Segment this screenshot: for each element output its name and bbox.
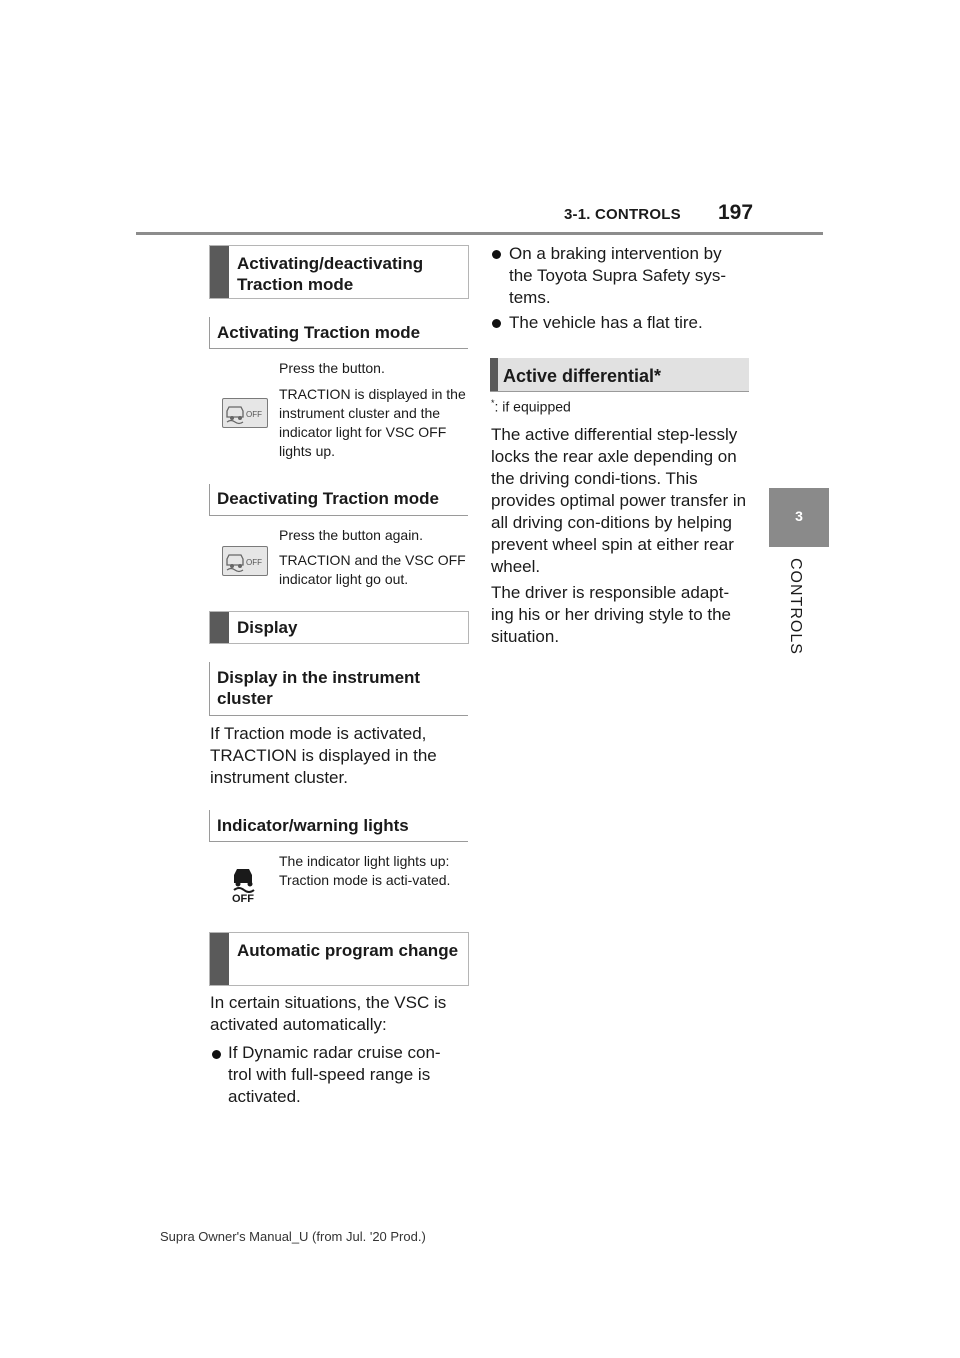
activating-step2: TRACTION is displayed in the instrument cluster and the indicator light for VSC OFF lights up. — [279, 386, 466, 459]
vsc-off-indicator-icon — [231, 866, 257, 904]
bullet-dot — [492, 250, 501, 259]
deactivating-step1: Press the button again. — [279, 527, 423, 543]
chapter-tab — [769, 488, 829, 547]
svg-text:OFF: OFF — [246, 410, 262, 419]
section-title: 3-1. CONTROLS — [564, 206, 681, 223]
display-cluster-text: If Traction mode is activated, TRACTION is displayed in the instrument cluster. — [210, 724, 437, 787]
header-rule — [136, 232, 823, 235]
svg-text:OFF: OFF — [246, 558, 262, 567]
right-bullet-braking: On a braking intervention by the Toyota Supra Safety sys-tems. — [509, 244, 727, 307]
svg-text:OFF: OFF — [232, 893, 254, 904]
activating-step1: Press the button. — [279, 360, 385, 376]
bullet-dot — [492, 319, 501, 328]
title-box-display — [209, 611, 469, 644]
heading-display-cluster: Display in the instrument cluster — [217, 668, 421, 708]
heading-indicator: Indicator/warning lights — [217, 816, 409, 835]
title-box-active-differential — [490, 358, 749, 392]
vsc-off-button-icon — [222, 398, 268, 428]
vsc-off-button-icon-2 — [222, 546, 268, 576]
title-auto-program: Automatic program change — [237, 941, 459, 960]
title-traction-mode: Activating/deactivating Traction mode — [237, 254, 424, 294]
auto-program-bullet: If Dynamic radar cruise con-trol with full-speed range is activated. — [228, 1043, 441, 1106]
page-number: 197 — [718, 201, 754, 224]
active-diff-para1: The active differential step-lessly locks the rear axle depending on the driving condi-tions. This provides optimal power transfer in all driving con-ditions by helping prevent wheel spin at either rear wheel. — [491, 425, 747, 576]
heading-deactivating: Deactivating Traction mode — [217, 489, 439, 508]
chapter-label: CONTROLS — [787, 558, 804, 655]
deactivating-step2: TRACTION and the VSC OFF indicator light go out. — [279, 552, 466, 587]
heading-activating: Activating Traction mode — [217, 323, 421, 342]
title-active-differential: Active differential* — [503, 366, 662, 386]
indicator-text: The indicator light lights up: Traction mode is acti-vated. — [279, 853, 451, 888]
title-display: Display — [237, 618, 298, 637]
right-bullet-flat-tire: The vehicle has a flat tire. — [509, 313, 703, 332]
title-box-auto-program — [209, 932, 469, 986]
active-diff-para2: The driver is responsible adapt-ing his or her driving style to the situation. — [491, 583, 732, 646]
chapter-number: 3 — [795, 508, 803, 524]
bullet-dot — [212, 1050, 221, 1059]
footer-manual-title: Supra Owner's Manual_U (from Jul. '20 Prod.) — [160, 1229, 426, 1244]
footnote: *: if equipped — [491, 398, 571, 415]
title-box-traction-mode — [209, 245, 469, 299]
auto-program-text: In certain situations, the VSC is activated automatically: — [210, 993, 447, 1034]
